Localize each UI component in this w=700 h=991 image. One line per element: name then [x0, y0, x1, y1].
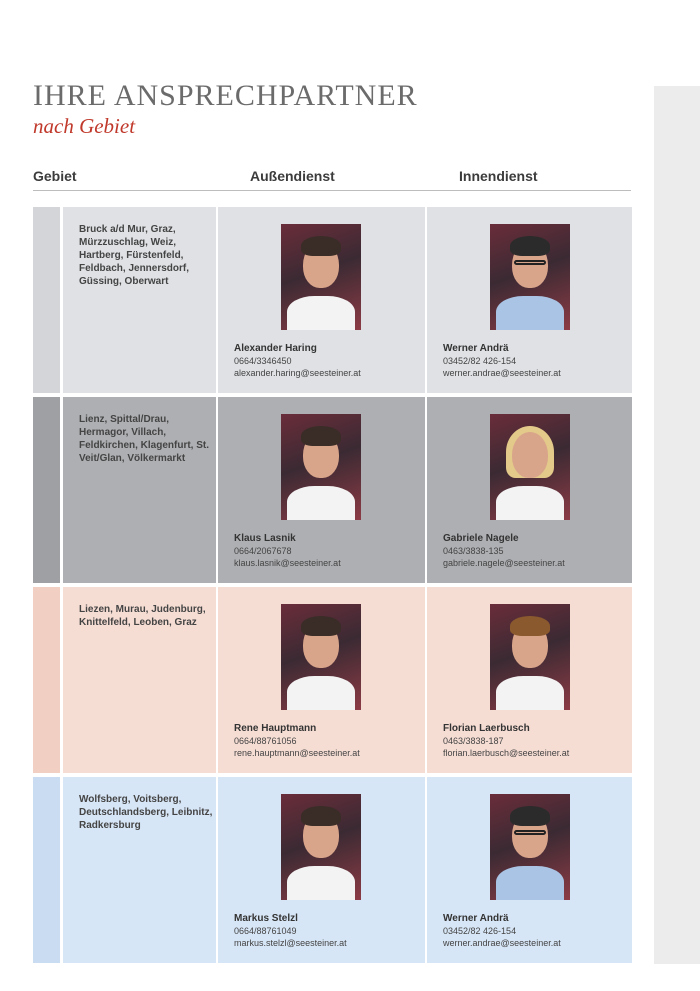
region-area-text: Lienz, Spittal/Drau, Hermagor, Villach, Feldkirchen, Klagenfurt, St. Veit/Glan, Völkermarkt — [79, 414, 210, 464]
contact-email[interactable]: florian.laerbusch@seesteiner.at — [443, 748, 570, 758]
contact-phone[interactable]: 0463/3838-187 — [443, 736, 504, 746]
region-area-cell — [63, 207, 216, 393]
region-row-4 — [33, 777, 632, 963]
region-row-2 — [33, 397, 632, 583]
contact-email[interactable]: alexander.haring@seesteiner.at — [234, 368, 361, 378]
contact-name: Alexander Haring — [234, 343, 317, 354]
contact-phone[interactable]: 0664/88761056 — [234, 736, 297, 746]
region-row-1 — [33, 207, 632, 393]
contact-email[interactable]: rene.hauptmann@seesteiner.at — [234, 748, 360, 758]
region-area-cell — [63, 397, 216, 583]
contact-photo — [490, 794, 570, 900]
aussendienst-cell — [218, 207, 425, 393]
innendienst-cell — [427, 587, 632, 773]
contact-name: Gabriele Nagele — [443, 533, 519, 544]
contact-name: Markus Stelzl — [234, 913, 298, 924]
innendienst-cell — [427, 397, 632, 583]
contact-phone[interactable]: 03452/82 426-154 — [443, 356, 517, 366]
contact-photo — [281, 604, 361, 710]
contact-photo — [490, 414, 570, 520]
header-innendienst: Innendienst — [459, 168, 538, 184]
page-title: IHRE ANSPRECHPARTNER — [33, 79, 418, 112]
contact-email[interactable]: werner.andrae@seesteiner.at — [443, 938, 561, 948]
contact-email[interactable]: gabriele.nagele@seesteiner.at — [443, 558, 565, 568]
region-stripe — [33, 397, 60, 583]
contact-name: Florian Laerbusch — [443, 723, 530, 734]
contact-photo — [281, 794, 361, 900]
side-panel — [654, 86, 700, 964]
contact-photo — [281, 224, 361, 330]
region-area-text: Liezen, Murau, Judenburg, Knittelfeld, Leoben, Graz — [79, 604, 206, 628]
aussendienst-cell — [218, 397, 425, 583]
contact-email[interactable]: werner.andrae@seesteiner.at — [443, 368, 561, 378]
innendienst-cell — [427, 777, 632, 963]
header-gebiet: Gebiet — [33, 168, 77, 184]
contact-phone[interactable]: 0664/3346450 — [234, 356, 292, 366]
region-area-text: Bruck a/d Mur, Graz, Mürzzuschlag, Weiz, Hartberg, Fürstenfeld, Feldbach, Jennersdorf, Güssing, Oberwart — [79, 224, 190, 287]
innendienst-cell — [427, 207, 632, 393]
contact-phone[interactable]: 0664/2067678 — [234, 546, 292, 556]
region-area-text: Wolfsberg, Voitsberg, Deutschlandsberg, Leibnitz, Radkersburg — [79, 794, 213, 831]
contact-phone[interactable]: 0664/88761049 — [234, 926, 297, 936]
region-row-3 — [33, 587, 632, 773]
contact-name: Klaus Lasnik — [234, 533, 296, 544]
aussendienst-cell — [218, 777, 425, 963]
page-subtitle: nach Gebiet — [33, 114, 136, 138]
aussendienst-cell — [218, 587, 425, 773]
contact-photo — [281, 414, 361, 520]
region-area-cell — [63, 587, 216, 773]
region-stripe — [33, 587, 60, 773]
region-stripe — [33, 207, 60, 393]
header-aussendienst: Außendienst — [250, 168, 335, 184]
region-stripe — [33, 777, 60, 963]
region-area-cell — [63, 777, 216, 963]
header-divider — [33, 190, 631, 191]
contact-name: Rene Hauptmann — [234, 723, 317, 734]
contact-name: Werner Andrä — [443, 343, 509, 354]
contact-phone[interactable]: 0463/3838-135 — [443, 546, 504, 556]
contact-photo — [490, 604, 570, 710]
contact-photo — [490, 224, 570, 330]
contact-email[interactable]: markus.stelzl@seesteiner.at — [234, 938, 347, 948]
contact-phone[interactable]: 03452/82 426-154 — [443, 926, 517, 936]
contact-email[interactable]: klaus.lasnik@seesteiner.at — [234, 558, 341, 568]
contact-name: Werner Andrä — [443, 913, 509, 924]
